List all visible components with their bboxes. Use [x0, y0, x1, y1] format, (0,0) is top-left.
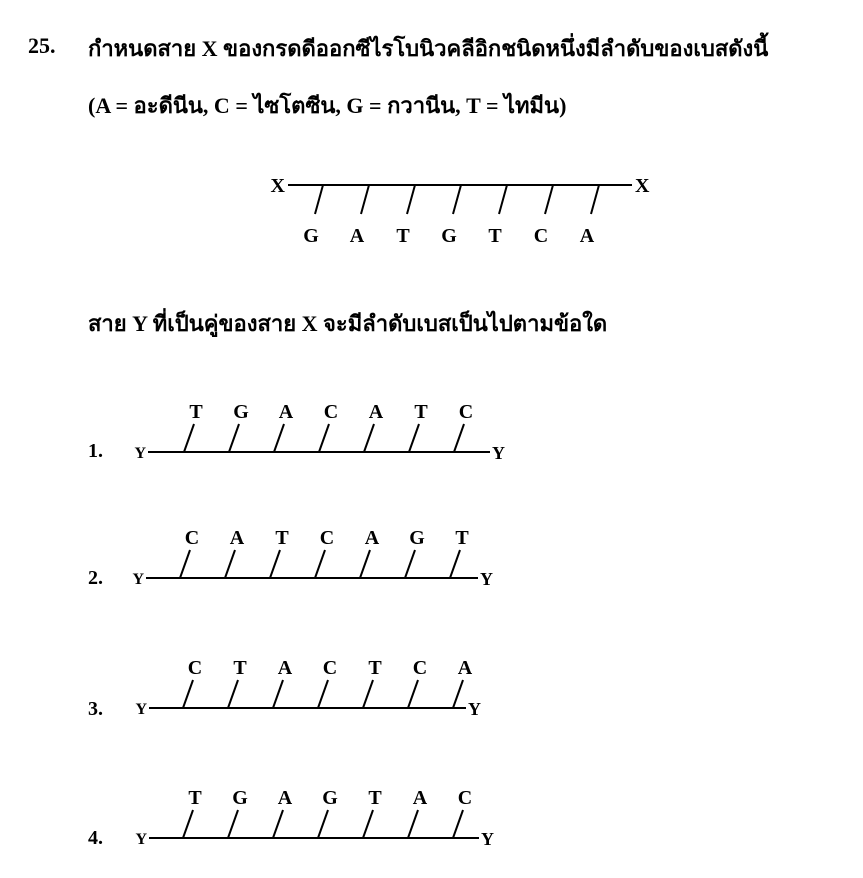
- option-base: T: [368, 787, 382, 809]
- option-base: G: [233, 401, 249, 423]
- option-base: G: [322, 787, 338, 809]
- strand-x-base: T: [396, 225, 410, 247]
- option-right-label: Y: [468, 699, 481, 719]
- strand-x-base: G: [441, 225, 457, 247]
- option-base: A: [457, 657, 473, 679]
- option-base: T: [189, 401, 203, 423]
- strand-x-base: C: [533, 225, 549, 247]
- option-base: G: [232, 787, 248, 809]
- strand-x-base: G: [303, 225, 319, 247]
- option-bond: [453, 810, 463, 838]
- option-base: C: [187, 657, 203, 679]
- option-base: A: [412, 787, 428, 809]
- strand-x-base: A: [579, 225, 595, 247]
- option-right-label: Y: [481, 829, 494, 849]
- option-base: G: [409, 527, 425, 549]
- strand-x-base: A: [349, 225, 365, 247]
- option-2-number: 2.: [88, 567, 103, 589]
- option-bond: [228, 810, 238, 838]
- question-number: 25.: [28, 33, 56, 58]
- option-base: A: [277, 787, 293, 809]
- option-left-label: Y: [135, 701, 147, 718]
- option-base: T: [275, 527, 289, 549]
- option-bond: [183, 810, 193, 838]
- option-bond: [363, 810, 373, 838]
- option-base: C: [458, 401, 474, 423]
- bases-legend: (A = อะดีนีน, C = ไซโตซีน, G = กวานีน, T = ไทมีน): [88, 93, 567, 118]
- option-base: A: [229, 527, 245, 549]
- option-bond: [408, 810, 418, 838]
- option-left-label: Y: [132, 571, 144, 588]
- option-base: C: [323, 401, 339, 423]
- strand-x-right-label: X: [635, 175, 650, 197]
- option-base: T: [233, 657, 247, 679]
- option-right-label: Y: [492, 443, 505, 463]
- option-base: T: [414, 401, 428, 423]
- option-base: T: [455, 527, 469, 549]
- option-3-number: 3.: [88, 698, 103, 720]
- option-base: A: [277, 657, 293, 679]
- option-4-number: 4.: [88, 827, 103, 849]
- option-1-number: 1.: [88, 440, 103, 462]
- option-base: A: [278, 401, 294, 423]
- option-left-label: Y: [135, 831, 147, 848]
- strand-x-left-label: X: [270, 175, 285, 197]
- sub-question: สาย Y ที่เป็นคู่ของสาย X จะมีลำดับเบสเป็นไปตามข้อใด: [88, 311, 608, 336]
- option-left-label: Y: [134, 445, 146, 462]
- option-base: T: [368, 657, 382, 679]
- option-base: C: [319, 527, 335, 549]
- option-base: A: [368, 401, 384, 423]
- option-base: A: [364, 527, 380, 549]
- option-base: C: [322, 657, 338, 679]
- option-base: T: [188, 787, 202, 809]
- option-right-label: Y: [480, 569, 493, 589]
- option-base: C: [184, 527, 200, 549]
- option-base: C: [457, 787, 473, 809]
- option-base: C: [412, 657, 428, 679]
- option-bond: [273, 810, 283, 838]
- strand-x-base: T: [488, 225, 502, 247]
- question-text: กำหนดสาย X ของกรดดีออกซีไรโบนิวคลีอิกชนิดหนึ่งมีลำดับของเบสดังนี้: [88, 36, 769, 61]
- option-bond: [318, 810, 328, 838]
